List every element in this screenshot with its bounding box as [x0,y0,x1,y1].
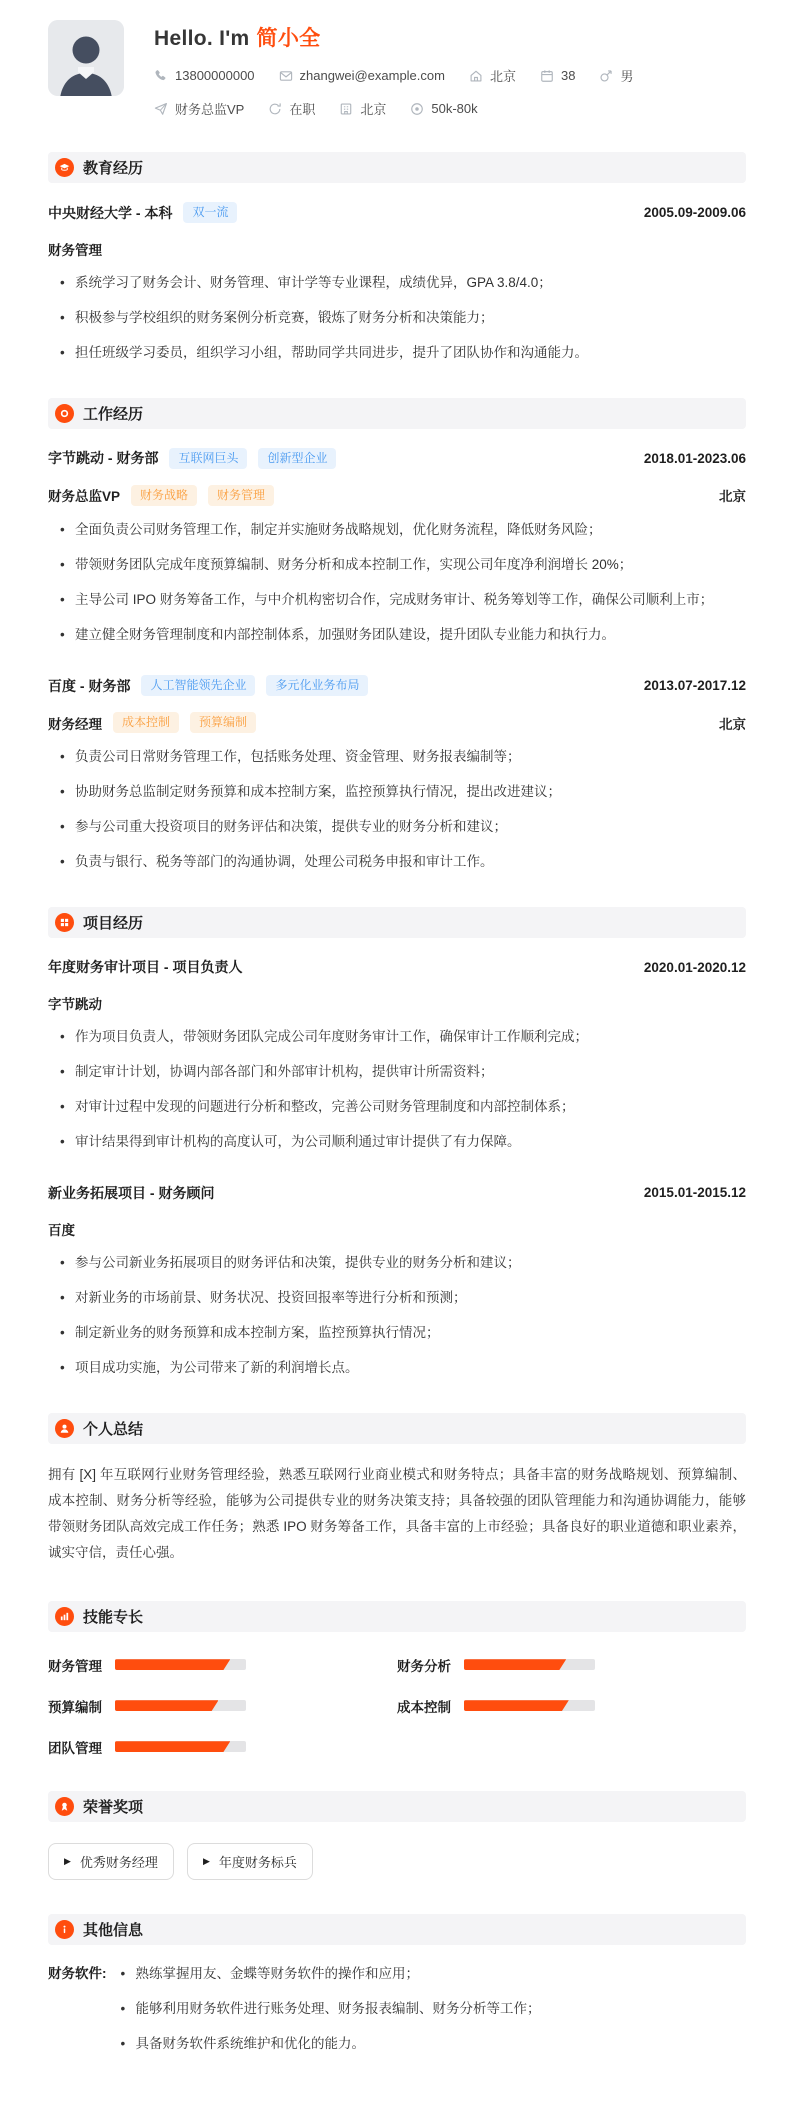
skill-item: 预算编制 [48,1696,397,1716]
bullet-dot: • [60,1324,65,1340]
honor-chip[interactable]: ▶ 优秀财务经理 [48,1843,174,1880]
education-item [48,202,746,223]
job-status-info: 在职 [268,99,315,118]
section-header-education [48,152,746,183]
role-tag: 财务战略 [131,485,197,506]
education-date: 2005.09-2009.06 [643,205,746,220]
job-role: 财务总监VP [48,489,121,505]
job-item [48,675,746,696]
education-bullet: • 系统学习了财务会计、财务管理、审计学等专业课程，成绩优异，GPA 3.8/4.0； [48,273,746,294]
age-icon [540,69,554,83]
bullet-dot: • [120,2035,126,2051]
bullet-dot: • [60,556,65,572]
company-tag: 多元化业务布局 [266,675,368,696]
profile-photo-placeholder [48,20,124,96]
skill-item: 财务分析 [397,1655,746,1675]
skill-bar-fill [115,1700,218,1711]
bullet-dot: • [120,1965,126,1981]
bullet-dot: • [60,275,65,290]
other-bullet: • 熟练掌握用友、金蝶等财务软件的操作和应用； [107,1964,747,1985]
other-icon [55,1920,74,1939]
school-name: 中央财经大学 - 本科 [48,204,173,221]
job-role-row [48,712,746,733]
home-icon [469,69,483,83]
job-role: 财务经理 [48,716,102,732]
company-name: 字节跳动 - 财务部 [48,450,159,467]
project-company: 字节跳动 [48,997,102,1013]
role-tag: 成本控制 [113,712,179,733]
bullet-dot: • [60,854,65,870]
bullet-dot: • [60,784,65,800]
project-icon [55,913,74,932]
other-bullet: • 具备财务软件系统维护和优化的能力。 [107,2034,747,2055]
bullet-dot: • [60,1359,65,1375]
gender-info: 男 [599,66,633,85]
role-tag: 财务管理 [208,485,274,506]
company-tag: 互联网巨头 [169,448,247,469]
job-bullet: • 建立健全财务管理制度和内部控制体系，加强财务团队建设，提升团队专业能力和执行力。 [48,625,746,646]
job-bullet: • 参与公司重大投资项目的财务评估和决策，提供专业的财务分析和建议； [48,817,746,838]
job-role-row [48,485,746,506]
city-icon [339,102,353,116]
skills-grid [48,1655,746,1757]
skill-bar-fill [464,1659,566,1670]
skill-item: 成本控制 [397,1696,746,1716]
skills-icon [55,1607,74,1626]
project-item [48,1183,746,1203]
project-bullet: • 项目成功实施，为公司带来了新的利润增长点。 [48,1358,746,1379]
major-name: 财务管理 [48,243,102,258]
skill-bar [115,1741,246,1752]
play-icon: ▶ [202,1855,210,1866]
section-title: 工作经历 [83,405,144,423]
position-icon [154,102,168,116]
play-icon: ▶ [64,1855,71,1866]
bullet-dot: • [60,819,65,835]
skill-bar [464,1700,595,1711]
job-date: 2018.01-2023.06 [643,450,746,466]
skill-bar-fill [464,1700,569,1711]
profile-photo [48,20,124,96]
education-bullet: • 积极参与学校组织的财务案例分析竞赛，锻炼了财务分析和决策能力； [48,308,746,329]
bullet-dot: • [60,1029,65,1045]
section-header-honors [48,1791,746,1822]
bullet-dot: • [60,1289,65,1305]
job-item [48,448,746,469]
work-icon [55,404,74,423]
gender-icon [599,69,613,83]
resume-header [48,20,746,118]
bullet-dot: • [60,521,65,537]
honor-chips [48,1843,746,1880]
job-location: 北京 [719,716,746,732]
bullet-dot: • [60,749,65,765]
project-bullet: • 作为项目负责人，带领财务团队完成公司年度财务审计工作，确保审计工作顺利完成； [48,1027,746,1048]
contact-row [154,66,746,85]
salary-icon [410,102,424,116]
bullet-dot: • [60,1254,65,1270]
target-city-info: 北京 [339,99,386,118]
hometown-info: 北京 [469,66,516,85]
project-bullet: • 对新业务的市场前景、财务状况、投资回报率等进行分析和预测； [48,1288,746,1309]
bullet-dot: • [60,626,65,642]
project-bullet: • 制定审计计划，协调内部各部门和外部审计机构，提供审计所需资料； [48,1062,746,1083]
section-header-projects [48,907,746,938]
other-bullets [107,1964,747,2055]
job-bullet: • 负责公司日常财务管理工作，包括账务处理、资金管理、财务报表编制等； [48,747,746,768]
project-date: 2015.01-2015.12 [643,1185,746,1201]
job-bullet: • 全面负责公司财务管理工作，制定并实施财务战略规划，优化财务流程，降低财务风险； [48,520,746,541]
bullet-dot: • [120,2000,126,2016]
intention-row [154,99,746,118]
project-bullet: • 审计结果得到审计机构的高度认可，为公司顺利通过审计提供了有力保障。 [48,1132,746,1153]
company-name: 百度 - 财务部 [48,677,131,694]
project-bullet: • 参与公司新业务拓展项目的财务评估和决策，提供专业的财务分析和建议； [48,1253,746,1274]
bullet-dot: • [60,1064,65,1080]
mail-icon [279,69,293,83]
honors-icon [55,1797,74,1816]
job-date: 2013.07-2017.12 [643,678,746,694]
skill-bar-fill [115,1741,230,1752]
job-bullet: • 主导公司 IPO 财务筹备工作，与中介机构密切合作，完成财务审计、税务筹划等工作，确保公司顺利上市； [48,590,746,611]
school-tag: 双一流 [183,202,237,223]
project-name: 年度财务审计项目 - 项目负责人 [48,959,243,976]
section-title: 其他信息 [83,1921,144,1939]
summary-text: 拥有 [X] 年互联网行业财务管理经验，熟悉互联网行业商业模式和财务特点；具备丰富的财务战略规划、预算编制、成本控制、财务分析等经验，能够为公司提供专业的财务决策支持；具备较强的团队管理能力和沟通协调能力，能够带领财务团队高效完成工作任务；熟悉 IPO 财务筹备工作，具备丰富的上市经验；具备良好的职业道德和职业素养，诚实守信，责任心强。 [48,1466,746,1561]
company-tag: 创新型企业 [258,448,336,469]
candidate-name: 简小全 [256,27,321,50]
skill-item: 团队管理 [48,1737,397,1757]
job-location: 北京 [719,489,746,505]
bullet-dot: • [60,591,65,607]
summary-icon [55,1419,74,1438]
section-title: 个人总结 [83,1420,144,1438]
section-header-summary [48,1413,746,1444]
phone-info: 13800000000 [154,68,255,83]
section-header-work [48,398,746,429]
other-bullet: • 能够利用财务软件进行账务处理、财务报表编制、财务分析等工作； [107,1999,747,2020]
phone-icon [154,69,168,83]
company-tag: 人工智能领先企业 [141,675,255,696]
section-header-other [48,1914,746,1945]
project-bullet: • 制定新业务的财务预算和成本控制方案，监控预算执行情况； [48,1323,746,1344]
skill-item: 财务管理 [48,1655,397,1675]
project-name: 新业务拓展项目 - 财务顾问 [48,1184,215,1201]
target-position-info: 财务总监VP [154,99,244,118]
section-title: 教育经历 [83,160,144,177]
greeting-text: Hello. I'm [154,27,250,50]
email-info: zhangwei@example.com [279,68,445,83]
header-info [154,20,746,118]
skill-bar-fill [115,1659,230,1670]
role-tag: 预算编制 [190,712,256,733]
bullet-dot: • [60,1098,65,1114]
section-title: 荣誉奖项 [83,1798,144,1816]
honor-chip[interactable]: ▶ 年度财务标兵 [187,1843,313,1880]
section-title: 技能专长 [83,1608,144,1626]
page-title [154,22,746,52]
other-info-row [48,1964,746,2055]
job-bullet: • 负责与银行、税务等部门的沟通协调，处理公司税务申报和审计工作。 [48,852,746,873]
other-label: 财务软件: [48,1965,107,1981]
skill-bar [115,1700,246,1711]
section-header-skills [48,1601,746,1632]
salary-info: 50k-80k [410,101,477,116]
job-bullet: • 协助财务总监制定财务预算和成本控制方案，监控预算执行情况，提出改进建议； [48,782,746,803]
bullet-dot: • [60,1133,65,1149]
bullet-dot: • [60,309,65,325]
status-icon [268,102,282,116]
project-item [48,957,746,977]
education-icon [55,158,74,177]
skill-bar [464,1659,595,1670]
education-bullet: • 担任班级学习委员，组织学习小组，帮助同学共同进步，提升了团队协作和沟通能力。 [48,343,746,364]
age-info: 38 [540,68,575,83]
bullet-dot: • [60,344,65,360]
section-title: 项目经历 [83,915,144,933]
project-date: 2020.01-2020.12 [643,959,746,975]
job-bullet: • 带领财务团队完成年度预算编制、财务分析和成本控制工作，实现公司年度净利润增长 20%； [48,555,746,576]
project-company: 百度 [48,1222,75,1238]
skill-bar [115,1659,246,1670]
project-bullet: • 对审计过程中发现的问题进行分析和整改，完善公司财务管理制度和内部控制体系； [48,1097,746,1118]
